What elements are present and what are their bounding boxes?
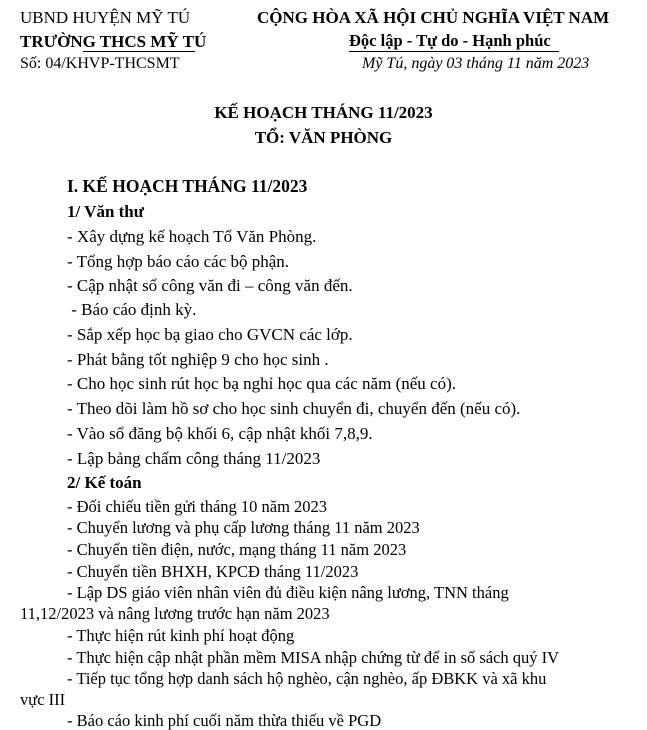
section-heading: I. KẾ HOẠCH THÁNG 11/2023 bbox=[67, 176, 308, 196]
clerk-item: - Lập bảng chấm công tháng 11/2023 bbox=[67, 449, 321, 468]
authority-name: UBND HUYỆN MỸ TÚ bbox=[20, 8, 191, 27]
clerk-item: - Phát bằng tốt nghiệp 9 cho học sinh . bbox=[67, 350, 329, 369]
accounting-heading: 2/ Kế toán bbox=[67, 473, 142, 492]
clerk-item: - Cho học sinh rút học bạ nghỉ học qua các năm (nếu có). bbox=[67, 374, 456, 393]
accounting-item-continued: vực III bbox=[20, 690, 66, 709]
clerk-item: - Sắp xếp học bạ giao cho GVCN các lớp. bbox=[67, 325, 353, 344]
plan-subtitle: TỔ: VĂN PHÒNG bbox=[254, 128, 393, 147]
school-underline bbox=[83, 51, 195, 52]
accounting-item-continued: 11,12/2023 và nâng lương trước hạn năm 2023 bbox=[20, 604, 330, 623]
accounting-item: - Chuyển tiền BHXH, KPCĐ tháng 11/2023 bbox=[67, 562, 359, 581]
accounting-item: - Báo cáo kinh phí cuối năm thừa thiếu về PGD bbox=[67, 711, 382, 730]
accounting-item: - Đối chiếu tiền gửi tháng 10 năm 2023 bbox=[67, 497, 328, 516]
nation-name: CỘNG HÒA XÃ HỘI CHỦ NGHĨA VIỆT NAM bbox=[257, 8, 610, 27]
place-date: Mỹ Tú, ngày 03 tháng 11 năm 2023 bbox=[362, 55, 590, 72]
clerk-item: - Tổng hợp báo cáo các bộ phận. bbox=[67, 252, 290, 271]
national-motto: Độc lập - Tự do - Hạnh phúc bbox=[349, 31, 551, 50]
accounting-item: - Tiếp tục tổng hợp danh sách hộ nghèo, cận nghèo, ấp ĐBKK và xã khu bbox=[67, 669, 547, 688]
clerk-item: - Vào sổ đăng bộ khối 6, cập nhật khối 7,8,9. bbox=[67, 424, 373, 443]
accounting-item: - Chuyển lương và phụ cấp lương tháng 11 năm 2023 bbox=[67, 518, 420, 537]
document-number: Số: 04/KHVP-THCSMT bbox=[20, 55, 180, 72]
clerk-item: - Xây dựng kế hoạch Tổ Văn Phòng. bbox=[67, 227, 317, 246]
clerk-item: - Cập nhật sổ công văn đi – công văn đến. bbox=[67, 276, 353, 295]
accounting-item: - Lập DS giáo viên nhân viên đủ điều kiện nâng lương, TNN tháng bbox=[67, 583, 509, 602]
motto-underline bbox=[349, 51, 559, 52]
accounting-item: - Thực hiện rút kinh phí hoạt động bbox=[67, 626, 295, 645]
clerk-heading: 1/ Văn thư bbox=[67, 202, 144, 221]
plan-title: KẾ HOẠCH THÁNG 11/2023 bbox=[214, 103, 433, 122]
clerk-item: - Theo dõi làm hồ sơ cho học sinh chuyển đi, chuyển đến (nếu có). bbox=[67, 399, 521, 418]
school-name: TRƯỜNG THCS MỸ TÚ bbox=[20, 32, 207, 51]
accounting-item: - Thực hiện cập nhật phần mềm MISA nhập chứng từ để in sổ sách quý IV bbox=[67, 648, 560, 667]
accounting-item: - Chuyển tiền điện, nước, mạng tháng 11 năm 2023 bbox=[67, 540, 407, 559]
clerk-item: - Báo cáo định kỳ. bbox=[67, 300, 197, 319]
